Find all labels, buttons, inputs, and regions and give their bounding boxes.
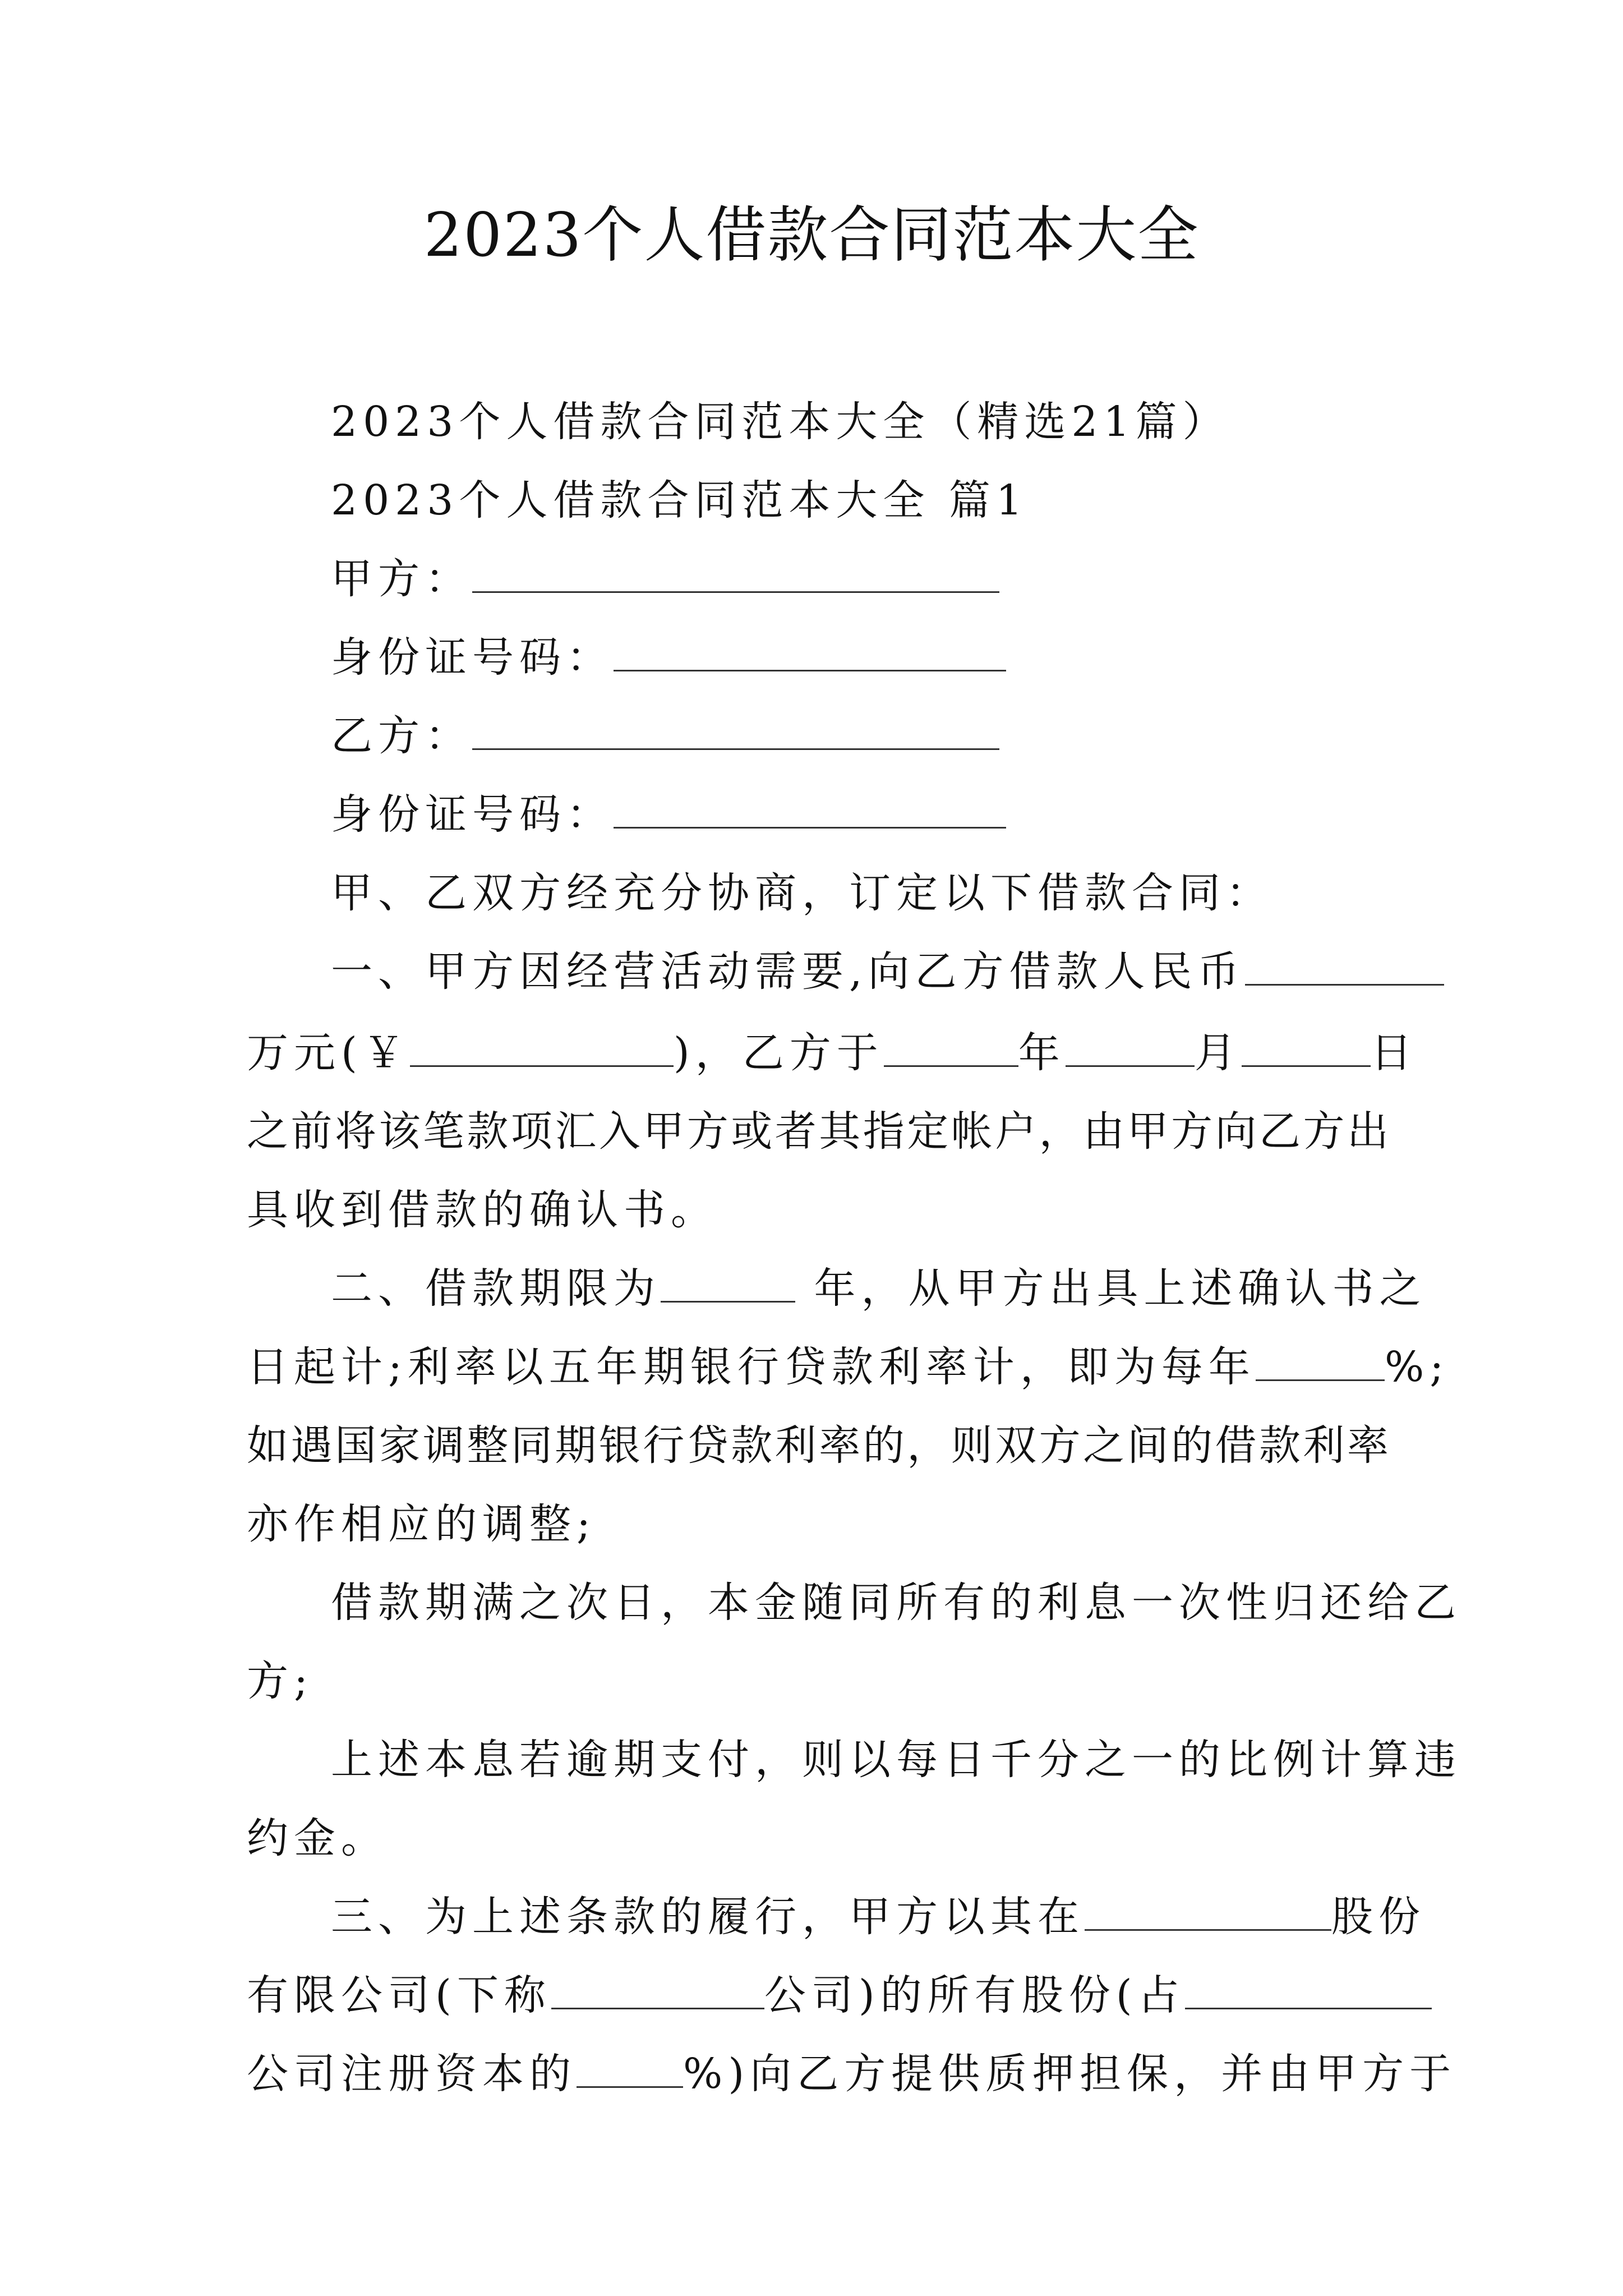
party-a-label: 甲方：: [331, 555, 472, 603]
party-b-id-blank[interactable]: [614, 793, 1006, 829]
clause3-text1a: 三、为上述条款的履行，甲方以其在: [331, 1893, 1085, 1941]
clause1-line4: 具收到借款的确认书。: [247, 1186, 718, 1234]
company-name-blank[interactable]: [1085, 1895, 1331, 1931]
clause2-text1b: 年，从甲方出具上述确认书之: [814, 1264, 1427, 1313]
loan-year-blank[interactable]: [884, 1032, 1018, 1067]
company-short-name-blank[interactable]: [551, 1974, 764, 2009]
repay-line2: 方;: [247, 1657, 313, 1705]
clause1-day-label: 日: [1370, 1029, 1418, 1077]
clause3-line1: [331, 1876, 1426, 1957]
clause3-text1b: 股份: [1331, 1893, 1426, 1941]
clause3-text3b: %)向乙方提供质押担保，并由甲方于: [683, 2050, 1457, 2098]
clause2-line4: 亦作相应的调整;: [247, 1500, 596, 1548]
clause1-line2: [247, 1013, 1418, 1093]
interest-rate-blank[interactable]: [1256, 1346, 1385, 1381]
clause1-text1: 一、甲方因经营活动需要,向乙方借款人民币: [331, 947, 1245, 996]
share-company-blank[interactable]: [1185, 1974, 1432, 2009]
party-a-line: [331, 539, 999, 619]
clause1-line1: [331, 931, 1444, 1012]
loan-day-blank[interactable]: [1242, 1032, 1371, 1067]
clause3-text2a: 有限公司(下称: [247, 1971, 551, 2019]
party-a-id-line: [331, 617, 1006, 698]
clause2-text2b: %;: [1384, 1343, 1450, 1391]
party-b-blank[interactable]: [472, 715, 999, 750]
party-b-label: 乙方：: [331, 712, 472, 760]
party-b-id-line: [331, 774, 1006, 855]
party-a-blank[interactable]: [472, 558, 999, 593]
repay-line1: 借款期满之次日，本金随同所有的利息一次性归还给乙: [331, 1579, 1461, 1627]
penalty-line1: 上述本息若逾期支付，则以每日千分之一的比例计算违: [331, 1736, 1461, 1784]
party-a-id-blank[interactable]: [614, 636, 1006, 671]
clause2-text1a: 二、借款期限为: [331, 1264, 661, 1313]
loan-month-blank[interactable]: [1066, 1032, 1195, 1067]
party-b-id-label: 身份证号码：: [331, 790, 614, 839]
clause1-text2a: 万元(￥: [247, 1029, 410, 1077]
clause3-line2: [247, 1955, 1432, 2036]
loan-term-blank[interactable]: [661, 1267, 795, 1303]
clause1-line3: 之前将该笔款项汇入甲方或者其指定帐户，由甲方向乙方出: [247, 1107, 1391, 1156]
clause3-text2b: 公司)的所有股份(占: [764, 1971, 1185, 2019]
clause2-line1: [331, 1248, 1427, 1329]
loan-amount-figure-blank[interactable]: [410, 1032, 674, 1067]
clause2-text2a: 日起计;利率以五年期银行贷款利率计，即为每年: [247, 1343, 1256, 1391]
document-subtitle: 2023个人借款合同范本大全（精选21篇）: [331, 398, 1230, 446]
document-title: 2023个人借款合同范本大全: [423, 200, 1200, 270]
share-percent-blank[interactable]: [577, 2053, 683, 2088]
clause1-month-label: 月: [1194, 1029, 1242, 1077]
clause2-line3: 如遇国家调整同期银行贷款利率的，则双方之间的借款利率: [247, 1421, 1391, 1470]
loan-amount-blank[interactable]: [1245, 950, 1444, 986]
clause1-text2b: )，乙方于: [673, 1029, 884, 1077]
part-heading: 2023个人借款合同范本大全 篇1: [331, 476, 1028, 524]
intro-paragraph: 甲、乙双方经充分协商，订定以下借款合同：: [331, 869, 1273, 917]
penalty-line2: 约金。: [247, 1814, 388, 1862]
clause3-line3: [247, 2033, 1456, 2114]
clause2-line2: [247, 1327, 1449, 1407]
party-a-id-label: 身份证号码：: [331, 633, 614, 682]
party-b-line: [331, 696, 999, 776]
clause1-year-label: 年: [1018, 1029, 1066, 1077]
clause3-text3a: 公司注册资本的: [247, 2050, 577, 2098]
